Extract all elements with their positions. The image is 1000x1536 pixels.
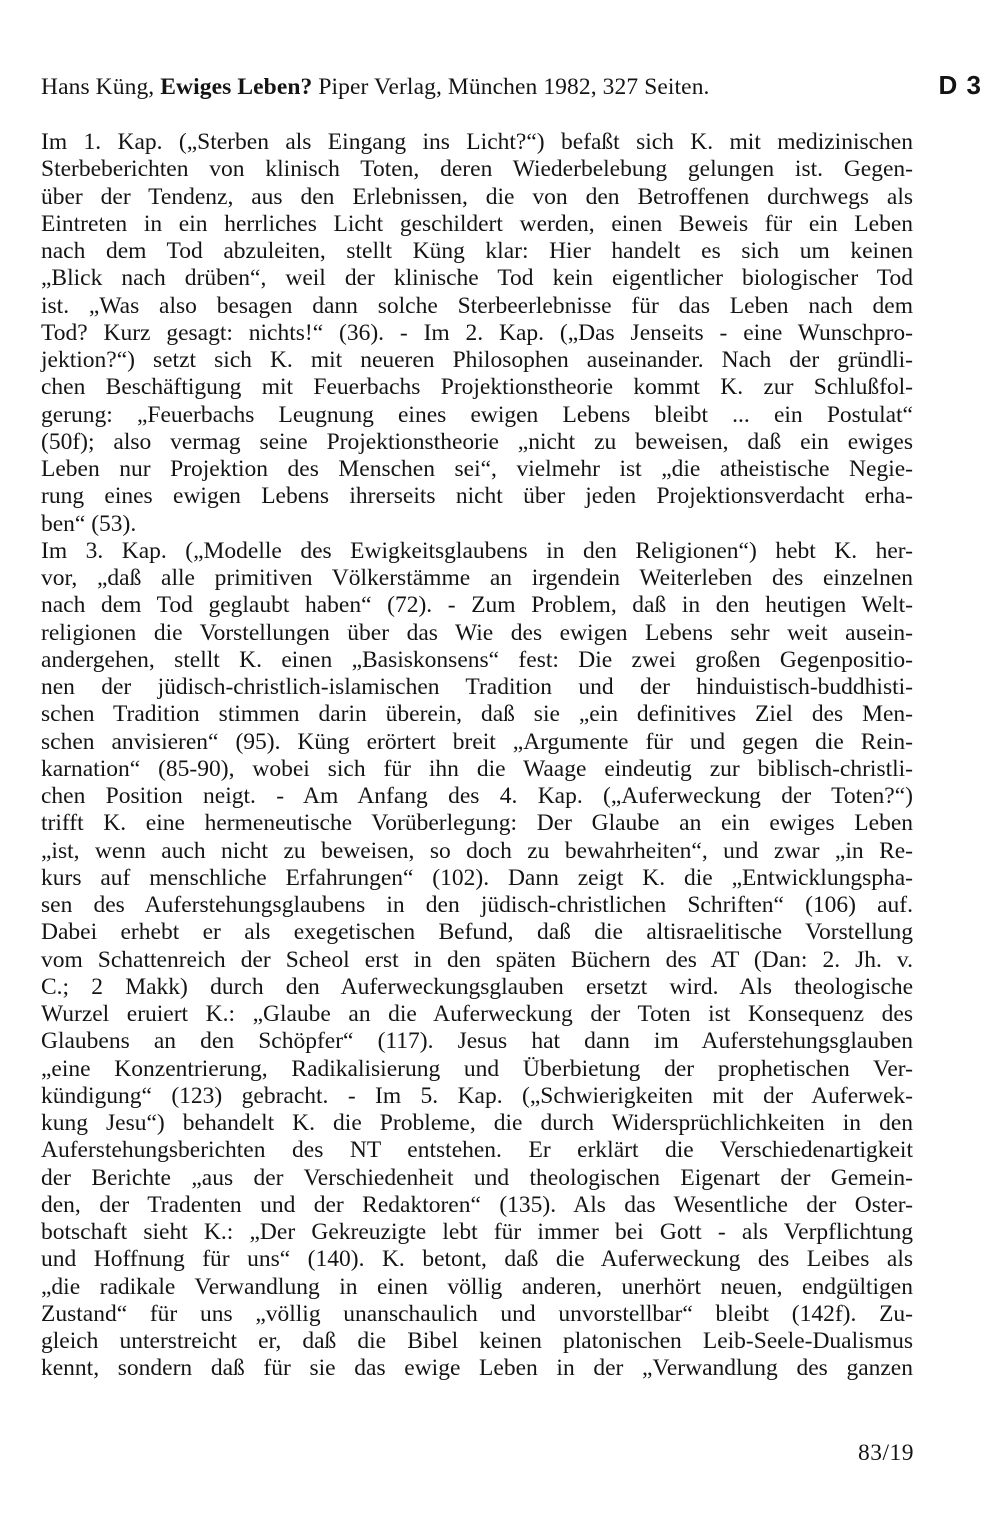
text-line: schen anvisieren“ (95). Küng erörtert breit „Argumente für und gegen die Rein- [41, 728, 913, 755]
text-line: und Hoffnung für uns“ (140). K. betont, daß die Auferweckung des Leibes als [41, 1246, 913, 1273]
text-line: karnation“ (85-90), wobei sich für ihn die Waage eindeutig zur biblisch-christli- [41, 755, 913, 782]
text-line: Sterbeberichten von klinisch Toten, deren Wiederbelebung gelungen ist. Gegen- [41, 156, 913, 183]
text-line: trifft K. eine hermeneutische Vorüberlegung: Der Glaube an ein ewiges Leben [41, 810, 913, 837]
text-line: Dabei erhebt er als exegetischen Befund, daß die altisraelitische Vorstellung [41, 919, 913, 946]
section-code: D 3 [938, 70, 982, 100]
text-line: kennt, sondern daß für sie das ewige Leben in der „Verwandlung des ganzen [41, 1355, 913, 1382]
review-body [41, 129, 913, 1383]
text-line: ben“ (53). [41, 510, 137, 537]
text-line: Auferstehungsberichten des NT entstehen. Er erklärt die Verschiedenartigkeit [41, 1137, 913, 1164]
text-line: rung eines ewigen Lebens ihrerseits nicht über jeden Projektionsverdacht erha- [41, 483, 913, 510]
book-title: Ewiges Leben? [160, 74, 313, 100]
text-line: botschaft sieht K.: „Der Gekreuzigte lebt für immer bei Gott - als Verpflichtung [41, 1219, 913, 1245]
text-line: Im 3. Kap. („Modelle des Ewigkeitsglaubens in den Religionen“) hebt K. her- [41, 537, 913, 564]
text-line: gleich unterstreicht er, daß die Bibel keinen platonischen Leib-Seele-Dualismus [41, 1328, 913, 1354]
text-line: Leben nur Projektion des Menschen sei“, vielmehr ist „die atheistische Negie- [41, 456, 913, 482]
author: Hans Küng, [41, 74, 155, 100]
text-line: Wurzel eruiert K.: „Glaube an die Auferweckung der Toten ist Konsequenz des [41, 1001, 913, 1027]
text-line: (50f); also vermag seine Projektionstheorie „nicht zu beweisen, daß ein ewiges [41, 428, 913, 455]
text-line: kündigung“ (123) gebracht. - Im 5. Kap. („Schwierigkeiten mit der Auferwek- [41, 1082, 913, 1109]
text-line: den, der Tradenten und der Redaktoren“ (135). Als das Wesentliche der Oster- [41, 1191, 913, 1218]
text-line: kung Jesu“) behandelt K. die Probleme, die durch Widersprüchlichkeiten in den [41, 1110, 913, 1136]
text-line: Glaubens an den Schöpfer“ (117). Jesus hat dann im Auferstehungsglauben [41, 1028, 913, 1055]
text-line: C.; 2 Makk) durch den Auferweckungsglauben ersetzt wird. Als theologische [41, 973, 913, 1000]
text-line: chen Beschäftigung mit Feuerbachs Projektionstheorie kommt K. zur Schlußfol- [41, 374, 913, 401]
text-line: nach dem Tod geglaubt haben“ (72). - Zum Problem, daß in den heutigen Welt- [41, 592, 913, 619]
text-line: „die radikale Verwandlung in einen völlig anderen, unerhört neuen, endgültigen [41, 1273, 913, 1300]
text-line: Tod? Kurz gesagt: nichts!“ (36). - Im 2. Kap. („Das Jenseits - eine Wunschpro- [41, 319, 913, 346]
text-line: Eintreten in ein herrliches Licht geschildert werden, einen Beweis für ein Leben [41, 210, 913, 237]
text-line: „Blick nach drüben“, weil der klinische Tod kein eigentlicher biologischer Tod [41, 265, 913, 292]
text-line: ist. „Was also besagen dann solche Sterbeerlebnisse für das Leben nach dem [41, 292, 913, 319]
text-line: über der Tendenz, aus den Erlebnissen, die von den Betroffenen durchwegs als [41, 183, 913, 210]
publication-info: Piper Verlag, München 1982, 327 Seiten. [318, 74, 710, 100]
text-line: vom Schattenreich der Scheol erst in den späten Büchern des AT (Dan: 2. Jh. v. [41, 946, 913, 973]
text-line: gerung: „Feuerbachs Leugnung eines ewigen Lebens bleibt ... ein Postulat“ [41, 401, 913, 428]
text-line: kurs auf menschliche Erfahrungen“ (102). Dann zeigt K. die „Entwicklungspha- [41, 864, 913, 891]
text-line: Zustand“ für uns „völlig unanschaulich und unvorstellbar“ bleibt (142f). Zu- [41, 1300, 913, 1327]
text-line: schen Tradition stimmen darin überein, daß sie „ein definitives Ziel des Men- [41, 701, 913, 728]
text-line: sen des Auferstehungsglaubens in den jüdisch-christlichen Schriften“ (106) auf. [41, 892, 913, 918]
text-line: Im 1. Kap. („Sterben als Eingang ins Licht?“) befaßt sich K. mit medizinischen [41, 129, 913, 155]
text-line: der Berichte „aus der Verschiedenheit und theologischen Eigenart der Gemein- [41, 1164, 913, 1191]
text-line: religionen die Vorstellungen über das Wie des ewigen Lebens sehr weit ausein- [41, 619, 913, 646]
text-line: jektion?“) setzt sich K. mit neueren Philosophen auseinander. Nach der gründli- [41, 347, 913, 373]
text-line: nen der jüdisch-christlich-islamischen Tradition und der hinduistisch-buddhisti- [41, 674, 913, 700]
text-line: andergehen, stellt K. einen „Basiskonsens“ fest: Die zwei großen Gegenpositio- [41, 646, 913, 673]
text-line: vor, „daß alle primitiven Völkerstämme an irgendein Weiterleben des einzelnen [41, 565, 913, 591]
text-line: nach dem Tod abzuleiten, stellt Küng klar: Hier handelt es sich um keinen [41, 238, 913, 264]
text-line: chen Position neigt. - Am Anfang des 4. Kap. („Auferweckung der Toten?“) [41, 783, 913, 809]
page-number: 83/19 [857, 1440, 914, 1466]
text-line: „ist, wenn auch nicht zu beweisen, so doch zu bewahrheiten“, und zwar „in Re- [41, 837, 913, 864]
text-line: „eine Konzentrierung, Radikalisierung und Überbietung der prophetischen Ver- [41, 1055, 913, 1082]
citation-header [41, 74, 710, 101]
